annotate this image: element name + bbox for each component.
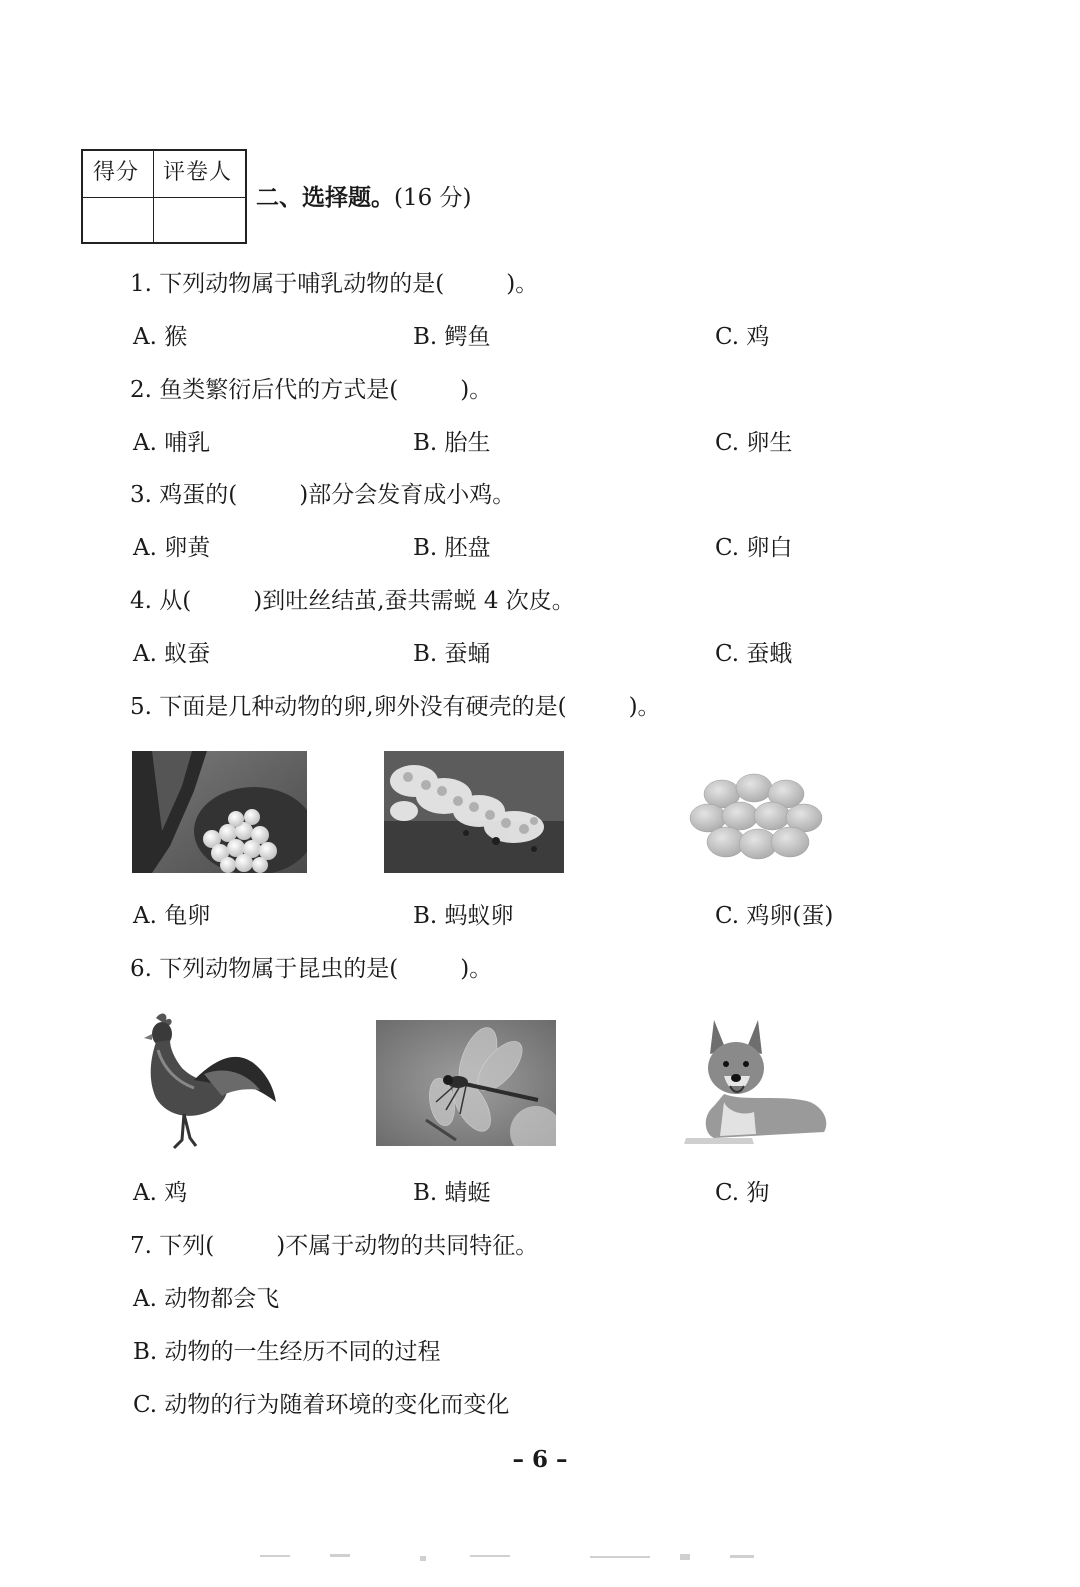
score-table <box>81 149 247 244</box>
chicken-eggs-photo <box>688 766 828 868</box>
q5-option-b: B. 蚂蚁卵 <box>413 903 514 929</box>
q1-option-a: A. 猴 <box>133 324 188 350</box>
q3-option-b: B. 胚盘 <box>413 535 491 561</box>
q1-option-b: B. 鳄鱼 <box>413 324 491 350</box>
question-4: 4. 从( )到吐丝结茧,蚕共需蜕 4 次皮。 <box>130 588 575 614</box>
q3-option-c: C. 卵白 <box>715 535 793 561</box>
q5-option-c: C. 鸡卵(蛋) <box>715 903 834 929</box>
q4-option-c: C. 蚕蛾 <box>715 641 793 667</box>
question-5: 5. 下面是几种动物的卵,卵外没有硬壳的是( )。 <box>130 694 661 720</box>
q7-option-c: C. 动物的行为随着环境的变化而变化 <box>133 1392 510 1418</box>
q3-option-a: A. 卵黄 <box>133 535 211 561</box>
q2-option-b: B. 胎生 <box>413 430 491 456</box>
question-1: 1. 下列动物属于哺乳动物的是( )。 <box>130 271 539 297</box>
page-number: – 6 – <box>512 1446 568 1473</box>
q5-option-a: A. 龟卵 <box>133 903 211 929</box>
q6-option-b: B. 蜻蜓 <box>413 1180 491 1206</box>
scan-artifact-line <box>260 1552 780 1562</box>
section-title <box>256 182 472 214</box>
section-points: (16 分) <box>394 185 472 211</box>
q7-option-a: A. 动物都会飞 <box>133 1286 280 1312</box>
question-6: 6. 下列动物属于昆虫的是( )。 <box>130 956 493 982</box>
q2-option-c: C. 卵生 <box>715 430 793 456</box>
dog-photo <box>684 1016 832 1146</box>
section-heading: 二、选择题。 <box>256 184 394 211</box>
score-label: 得分 <box>93 160 140 185</box>
question-3: 3. 鸡蛋的( )部分会发育成小鸡。 <box>130 482 516 508</box>
q4-option-a: A. 蚁蚕 <box>133 641 211 667</box>
q6-option-a: A. 鸡 <box>133 1180 188 1206</box>
turtle-eggs-photo <box>132 751 307 873</box>
q2-option-a: A. 哺乳 <box>133 430 211 456</box>
question-2: 2. 鱼类繁衍后代的方式是( )。 <box>130 377 493 403</box>
q6-option-c: C. 狗 <box>715 1180 770 1206</box>
ant-eggs-photo <box>384 751 564 873</box>
q4-option-b: B. 蚕蛹 <box>413 641 491 667</box>
grader-label: 评卷人 <box>163 160 233 185</box>
q1-option-c: C. 鸡 <box>715 324 770 350</box>
question-7: 7. 下列( )不属于动物的共同特征。 <box>130 1233 539 1259</box>
q7-option-b: B. 动物的一生经历不同的过程 <box>133 1339 441 1365</box>
dragonfly-photo <box>376 1020 556 1146</box>
rooster-photo <box>134 1010 276 1155</box>
